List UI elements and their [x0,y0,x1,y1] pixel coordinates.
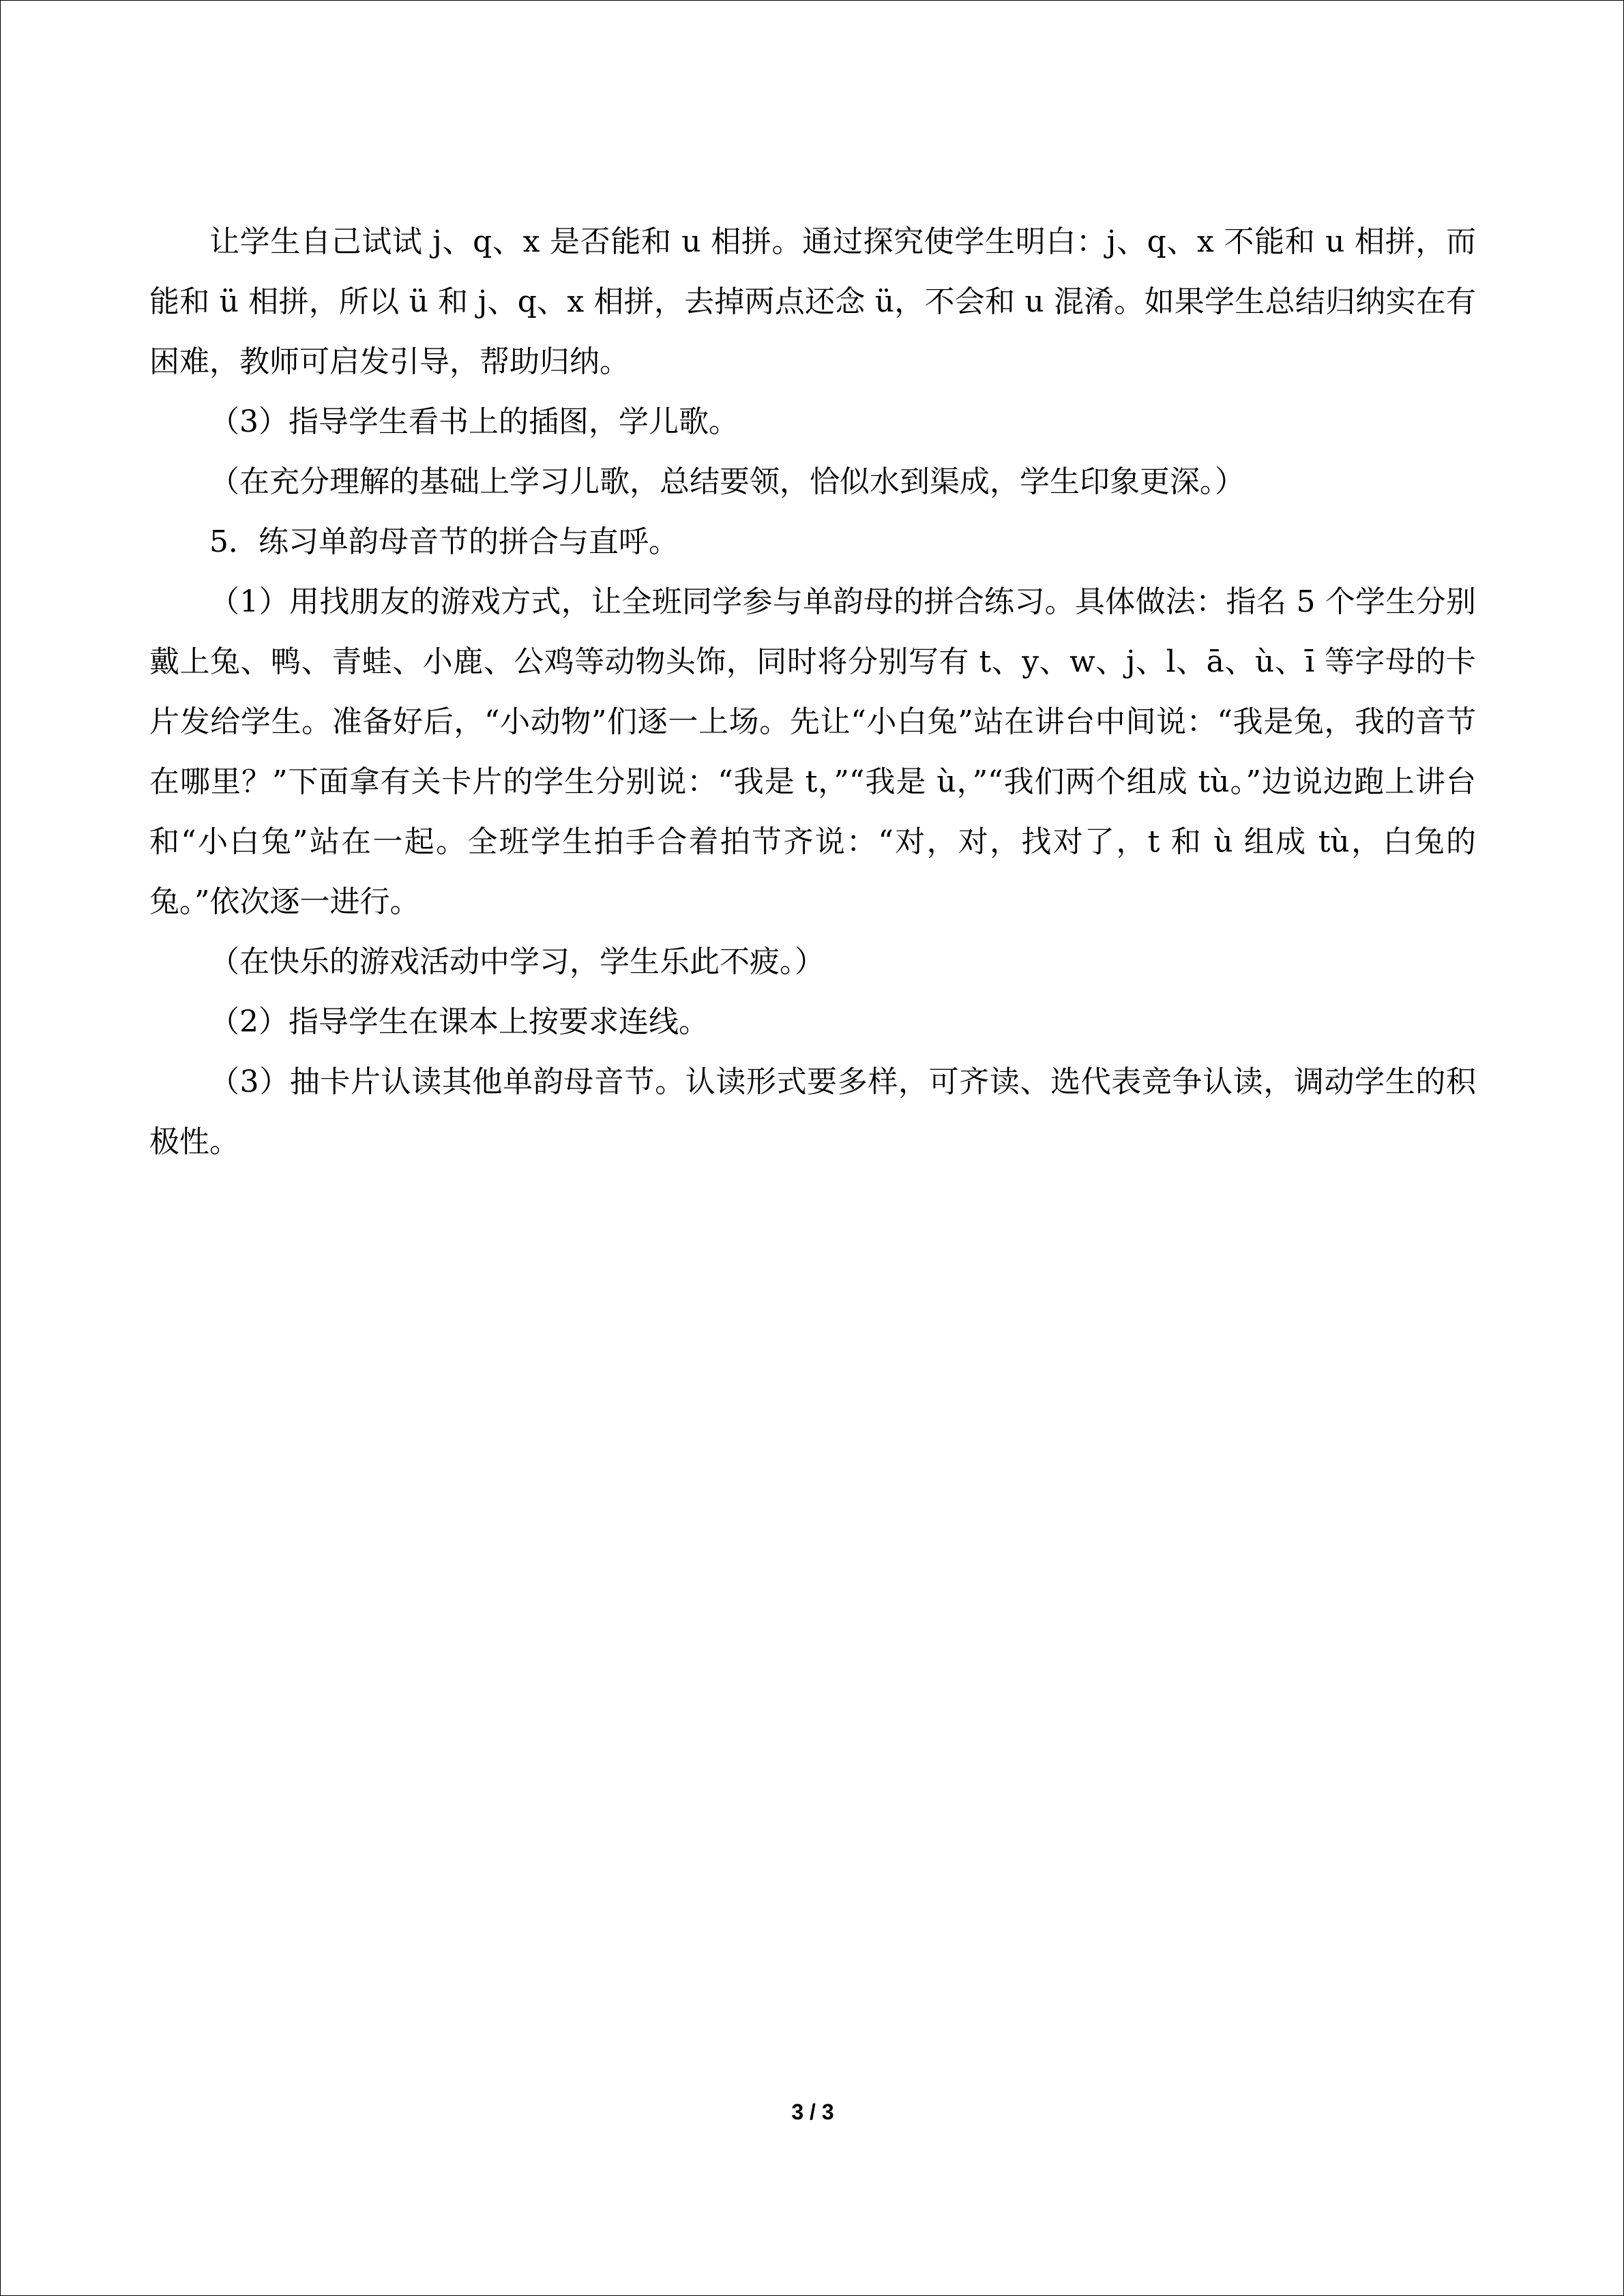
paragraph-step-2-connect-lines: （2）指导学生在课本上按要求连线。 [209,1004,709,1039]
paragraph-note-nursery-rhyme: （在充分理解的基础上学习儿歌，总结要领，恰似水到渠成，学生印象更深。） [209,464,1245,499]
document-body [149,212,1476,1172]
paragraph-find-friends-game: （1）用找朋友的游戏方式，让全班同学参与单韵母的拼合练习。具体做法：指名 5 个学生分别戴上兔、鸭、青蛙、小鹿、公鸡等动物头饰，同时将分别写有 t、y、w、j、l、ā、ù、ī 等字母的卡片发给学生。准备好后，“小动物”们逐一上场。先让“小白兔”站在讲台中间说：“我是兔，我的音节在哪里？”下面拿有关卡片的学生分别说：“我是 t，”“我是 ù，”“我们两个组成 tù。”边说边跑上讲台和“小白兔”站在一起。全班学生拍手合着拍节齐说：“对，对，找对了，t 和 ù 组成 tù，白兔的兔。”依次逐一进行。 [149,584,1476,919]
paragraph-step-3-illustration: （3）指导学生看书上的插图，学儿歌。 [209,404,739,439]
page-number: 3 / 3 [791,2100,834,2124]
paragraph-step-3-card-reading: （3）抽卡片认读其他单韵母音节。认读形式要多样，可齐读、选代表竞争认读，调动学生的积极性。 [149,1064,1476,1159]
paragraph-pinyin-jqx-rule: 让学生自己试试 j、q、x 是否能和 u 相拼。通过探究使学生明白：j、q、x 不能和 u 相拼，而能和 ü 相拼，所以 ü 和 j、q、x 相拼，去掉两点还念 ü，不会和 u 混淆。如果学生总结归纳实在有困难，教师可启发引导，帮助归纳。 [149,224,1476,379]
paragraph-note-game-learning: （在快乐的游戏活动中学习，学生乐此不疲。） [209,944,825,979]
paragraph-section-5-heading: 5．练习单韵母音节的拼合与直呼。 [209,524,679,559]
